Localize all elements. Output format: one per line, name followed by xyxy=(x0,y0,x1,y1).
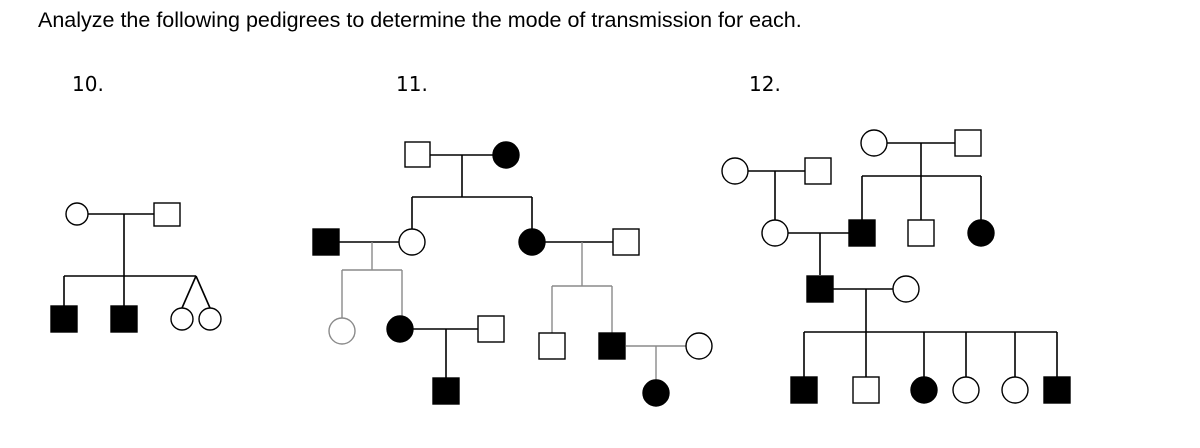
female-affected-11-II-3 xyxy=(519,229,545,255)
male-affected-11-IV-1 xyxy=(433,378,459,404)
male-affected-12-IV-1 xyxy=(791,377,817,403)
pedigree-12-lines xyxy=(748,143,1057,377)
pedigree-11-lines xyxy=(339,155,686,380)
male-unaffected-11-III-4 xyxy=(539,333,565,359)
female-unaffected-12-I-3 xyxy=(861,130,887,156)
female-affected-12-II-4 xyxy=(968,220,994,246)
pedigree-12-number: 12. xyxy=(749,72,781,96)
male-affected-12-IV-6 xyxy=(1044,377,1070,403)
female-unaffected-10-I-1 xyxy=(66,203,88,225)
pedigree-10-lines xyxy=(64,214,210,308)
male-unaffected-10-I-2 xyxy=(154,203,180,226)
female-affected-12-IV-3 xyxy=(911,377,937,403)
twin-line xyxy=(182,276,196,308)
pedigree-11 xyxy=(313,142,712,406)
male-unaffected-12-I-2 xyxy=(805,158,831,184)
male-affected-10-II-2 xyxy=(111,306,137,332)
male-affected-11-III-5 xyxy=(599,333,625,359)
male-affected-12-III-1 xyxy=(807,276,833,302)
male-affected-11-II-1 xyxy=(313,229,339,255)
female-affected-11-III-2 xyxy=(387,316,413,342)
male-unaffected-11-II-4 xyxy=(613,229,639,255)
female-unaffected-12-I-1 xyxy=(722,158,748,184)
male-affected-12-II-2 xyxy=(849,220,875,246)
female-unaffected-11-III-1 xyxy=(329,318,355,344)
instructions-heading: Analyze the following pedigrees to determine the mode of transmission for each. xyxy=(38,8,802,32)
male-affected-10-II-1 xyxy=(51,306,77,332)
female-unaffected-12-III-2 xyxy=(893,276,919,302)
female-unaffected-10-II-3 xyxy=(171,308,193,330)
female-affected-11-IV-2 xyxy=(643,380,669,406)
female-unaffected-10-II-4 xyxy=(199,308,221,330)
female-unaffected-11-II-2 xyxy=(399,229,425,255)
twin-line xyxy=(196,276,210,308)
female-unaffected-12-IV-5 xyxy=(1002,377,1028,403)
pedigree-10-number: 10. xyxy=(72,72,104,96)
female-affected-11-I-2 xyxy=(493,142,519,168)
male-unaffected-12-I-4 xyxy=(955,130,981,156)
pedigree-12 xyxy=(722,130,1070,403)
female-unaffected-12-II-1 xyxy=(762,220,788,246)
female-unaffected-12-IV-4 xyxy=(953,377,979,403)
male-unaffected-11-I-1 xyxy=(405,142,430,167)
male-unaffected-12-IV-2 xyxy=(853,377,879,403)
male-unaffected-11-III-3 xyxy=(478,316,504,342)
pedigree-11-number: 11. xyxy=(396,72,428,96)
female-unaffected-11-III-6 xyxy=(686,333,712,359)
pedigree-10 xyxy=(51,203,221,332)
male-unaffected-12-II-3 xyxy=(908,220,934,246)
